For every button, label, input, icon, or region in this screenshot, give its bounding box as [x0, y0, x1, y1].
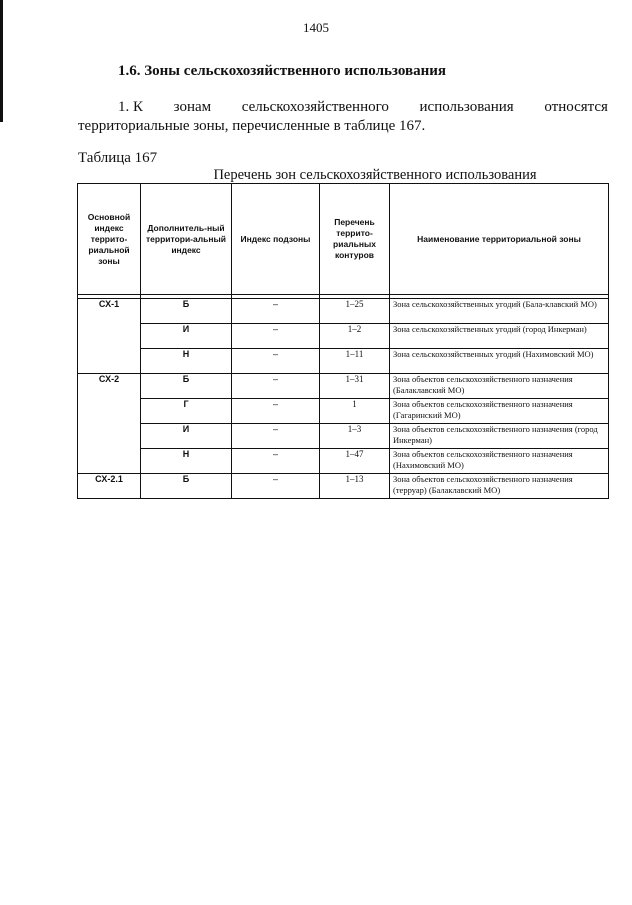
paragraph-word: 1. К [118, 99, 144, 115]
contours-cell: 1–2 [320, 324, 390, 349]
table-row [78, 424, 609, 449]
header-main-index: Основной индекс террито-риальной зоны [78, 184, 141, 295]
zone-name-cell: Зона объектов сельскохозяйственного назначения (Гагаринский МО) [390, 399, 609, 424]
subzone-cell: – [232, 449, 320, 474]
zones-table [77, 183, 609, 499]
header-contours: Перечень террито-риальных контуров [320, 184, 390, 295]
subzone-cell: – [232, 374, 320, 399]
table-label: Таблица 167 [78, 150, 158, 166]
additional-index-cell: Н [141, 349, 232, 374]
table-row [78, 399, 609, 424]
zone-name-cell: Зона сельскохозяйственных угодий (Бала-клавский МО) [390, 299, 609, 324]
additional-index-cell: И [141, 324, 232, 349]
table-row [78, 349, 609, 374]
zone-name-cell: Зона объектов сельскохозяйственного назначения (Балаклавский МО) [390, 374, 609, 399]
main-index-cell: СХ-2.1 [78, 474, 141, 499]
zone-name-cell: Зона объектов сельскохозяйственного назначения (город Инкерман) [390, 424, 609, 449]
paragraph-word: зонам [173, 99, 212, 115]
contours-cell: 1–3 [320, 424, 390, 449]
contours-cell: 1–13 [320, 474, 390, 499]
table-row [78, 324, 609, 349]
additional-index-cell: Б [141, 374, 232, 399]
additional-index-cell: Б [141, 474, 232, 499]
table-row [78, 374, 609, 399]
table-row [78, 449, 609, 474]
paragraph-line-2: территориальные зоны, перечисленные в таблице 167. [78, 118, 426, 134]
main-index-cell: СХ-1 [78, 299, 141, 374]
header-subzone-index: Индекс подзоны [232, 184, 320, 295]
table-row [78, 299, 609, 324]
additional-index-cell: Г [141, 399, 232, 424]
header-additional-index: Дополнитель-ный территори-альный индекс [141, 184, 232, 295]
table-header-row [78, 184, 609, 295]
subzone-cell: – [232, 399, 320, 424]
contours-cell: 1–25 [320, 299, 390, 324]
intro-paragraph [78, 98, 608, 136]
main-index-cell: СХ-2 [78, 374, 141, 474]
header-zone-name: Наименование территориальной зоны [390, 184, 609, 295]
subzone-cell: – [232, 349, 320, 374]
zone-name-cell: Зона объектов сельскохозяйственного назначения (Нахимовский МО) [390, 449, 609, 474]
subzone-cell: – [232, 324, 320, 349]
paragraph-line-1 [78, 98, 608, 117]
zone-name-cell: Зона сельскохозяйственных угодий (Нахимовский МО) [390, 349, 609, 374]
subzone-cell: – [232, 299, 320, 324]
contours-cell: 1–47 [320, 449, 390, 474]
table-caption: Перечень зон сельскохозяйственного использования [213, 167, 537, 183]
additional-index-cell: Н [141, 449, 232, 474]
section-title: 1.6. Зоны сельскохозяйственного использования [118, 63, 446, 79]
contours-cell: 1–31 [320, 374, 390, 399]
table-row [78, 474, 609, 499]
zone-name-cell: Зона объектов сельскохозяйственного назначения (терруар) (Балаклавский МО) [390, 474, 609, 499]
additional-index-cell: И [141, 424, 232, 449]
paragraph-word: использования [419, 99, 514, 115]
subzone-cell: – [232, 424, 320, 449]
additional-index-cell: Б [141, 299, 232, 324]
zone-name-cell: Зона сельскохозяйственных угодий (город Инкерман) [390, 324, 609, 349]
page-number: 1405 [303, 20, 329, 35]
contours-cell: 1 [320, 399, 390, 424]
margin-bar [0, 0, 3, 122]
contours-cell: 1–11 [320, 349, 390, 374]
subzone-cell: – [232, 474, 320, 499]
paragraph-word: сельскохозяйственного [241, 99, 389, 115]
paragraph-word: относятся [544, 99, 608, 115]
